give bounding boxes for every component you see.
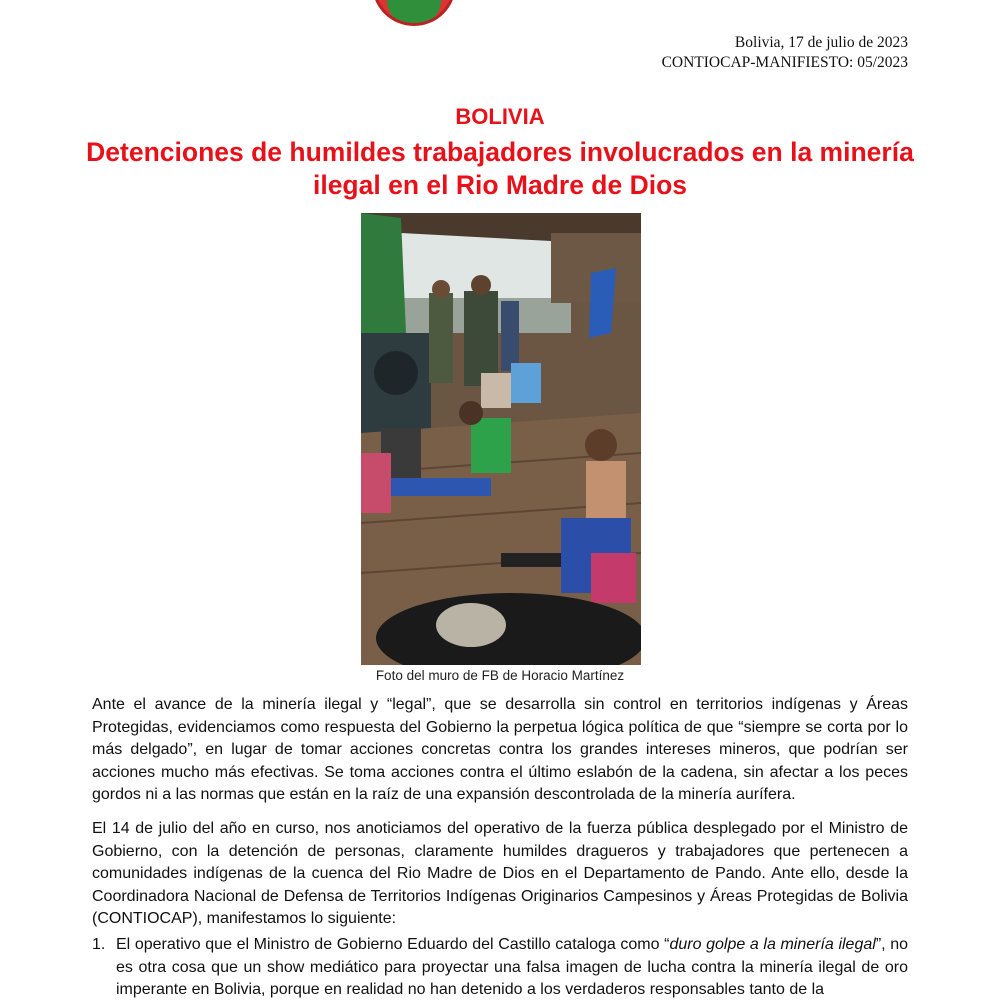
title-kicker: BOLIVIA <box>455 104 545 129</box>
document-meta <box>662 33 908 73</box>
paragraph-2: El 14 de julio del año en curso, nos anoticiamos del operativo de la fuerza pública desplegado por el Ministro de Gobierno, con la detención de personas, claramente humildes dragueros y trabajadores que pertenecen a comunidades indígenas de la cuenca del Rio Madre de Dios en el Departamento de Pando. Ante ello, desde la Coordinadora Nacional de Defensa de Territorios Indígenas Originarios Campesinos y Áreas Protegidas de Bolivia (CONTIOCAP), manifestamos lo siguiente: <box>92 820 908 927</box>
document-reference: CONTIOCAP-MANIFIESTO: 05/2023 <box>661 54 908 71</box>
list-item-emphasis: duro golpe a la minería ilegal <box>669 936 876 953</box>
list-item-text-start: El operativo que el Ministro de Gobierno Eduardo del Castillo cataloga como “ <box>116 936 670 953</box>
document-date: Bolivia, 17 de julio de 2023 <box>734 34 908 51</box>
organization-logo <box>372 0 456 26</box>
list-item <box>92 934 908 1002</box>
paragraph-1: Ante el avance de la minería ilegal y “legal”, que se desarrolla sin control en territorios indígenas y Áreas Protegidas, evidenciamos como respuesta del Gobierno la perpetua lógica política de que “siempre se corta por lo más delgado”, en lugar de tomar acciones concretas contra los grandes intereses mineros, que podrían ser acciones mucho más efectivas. Se toma acciones contra el último eslabón de la cadena, sin afectar a los peces gordos ni a las normas que están en la raíz de una expansión descontrolada de la minería aurífera. <box>92 696 908 803</box>
news-photo <box>361 213 641 665</box>
photo-illustration <box>361 213 641 665</box>
list-item-text <box>116 934 908 1002</box>
page-title: Detenciones de humildes trabajadores involucrados en la minería ilegal en el Rio Madre de Dios <box>86 137 914 200</box>
list-item-text-end: ”, no es otra cosa que un show mediático para proyectar una falsa imagen de lucha contra la minería ilegal de oro imperante en Bolivia, porque en realidad no han detenido a los verdaderos responsables tanto de la <box>116 936 908 998</box>
photo-caption: Foto del muro de FB de Horacio Martínez <box>375 668 625 683</box>
list-item-number: 1. <box>92 936 106 953</box>
